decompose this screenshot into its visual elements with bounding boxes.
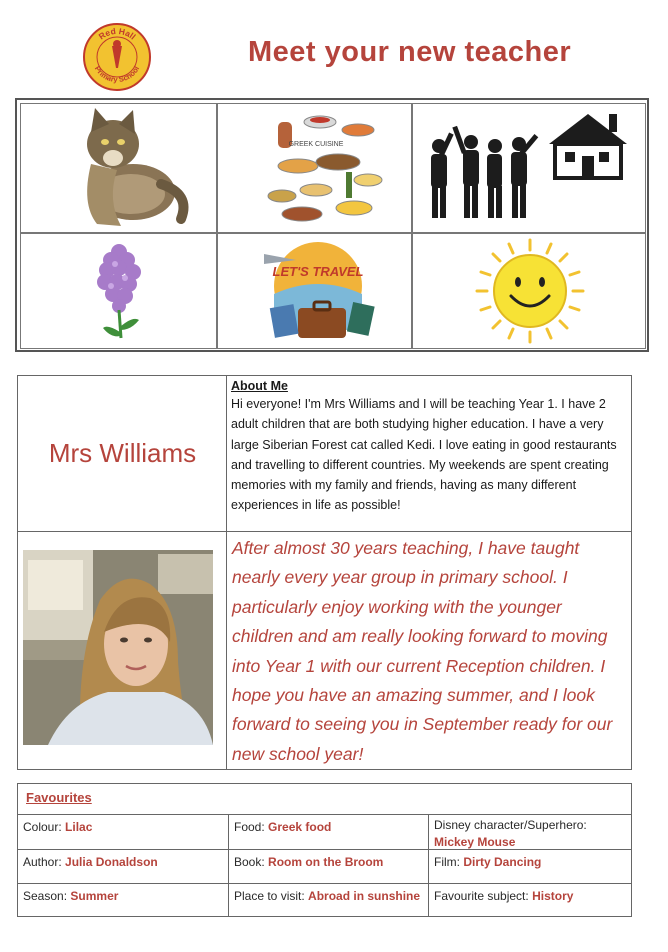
- favourite-film-label: Film:: [434, 855, 460, 869]
- favourite-subject-value: History: [532, 889, 574, 903]
- favourite-book: [229, 850, 428, 883]
- favourite-book-value: Room on the Broom: [268, 855, 384, 869]
- teacher-name: Mrs Williams: [48, 438, 197, 468]
- about-me-text: Hi everyone! I'm Mrs Williams and I will be teaching Year 1. I have 2 adult children that are both studying higher education. I have a very large Siberian Forest cat called Kedi. I love eating in good restaurants and travelling to different countries. My weekends are spent creating memories with my family and friends, having as many different experiences in life as possible!: [231, 397, 617, 513]
- travel-icon: [218, 234, 412, 349]
- favourite-disney-value: Mickey Mouse: [434, 835, 516, 849]
- school-logo: [82, 22, 152, 92]
- favourite-colour-value: Lilac: [65, 820, 93, 834]
- favourite-author-label: Author:: [23, 855, 62, 869]
- favourite-food-label: Food:: [234, 820, 265, 834]
- favourite-subject-label: Favourite subject:: [434, 889, 529, 903]
- about-section: [17, 375, 632, 770]
- favourite-place: [229, 884, 428, 916]
- favourite-disney-label: Disney character/Superhero:: [434, 818, 587, 832]
- grid-cell-cat: [20, 103, 217, 233]
- teacher-quote-cell: [227, 532, 631, 769]
- logo-text-bottom: Primary School: [92, 64, 142, 85]
- family-house-icon: [413, 104, 646, 233]
- favourite-season: [18, 884, 228, 916]
- favourite-season-label: Season:: [23, 889, 68, 903]
- favourites-heading-row: [18, 784, 631, 815]
- favourite-place-label: Place to visit:: [234, 889, 305, 903]
- favourites-table: [17, 783, 632, 917]
- greek-food-icon: [218, 104, 412, 233]
- favourite-disney-character: [429, 815, 631, 849]
- favourite-film: [429, 850, 631, 883]
- favourite-author: [18, 850, 228, 883]
- teacher-name-cell: [18, 376, 227, 532]
- favourite-colour: [18, 815, 228, 849]
- favourite-film-value: Dirty Dancing: [463, 855, 542, 869]
- favourite-author-value: Julia Donaldson: [65, 855, 158, 869]
- favourite-book-label: Book:: [234, 855, 265, 869]
- page-title: Meet your new teacher: [248, 36, 572, 68]
- greek-cuisine-caption: GREEK CUISINE: [288, 141, 344, 148]
- teacher-quote: After almost 30 years teaching, I have taught nearly every year group in primary school. I particularly enjoy working with the younger children and am really looking forward to moving into Year 1 with our current Reception children. I hope you have an amazing summer, and I look forward to seeing you in September ready for our new school year!: [232, 538, 613, 764]
- favourite-subject: [429, 884, 631, 916]
- about-me-cell: [227, 376, 631, 532]
- favourite-colour-label: Colour:: [23, 820, 62, 834]
- favourite-food-value: Greek food: [268, 820, 332, 834]
- teacher-photo-cell: [18, 532, 227, 769]
- favourite-food: [229, 815, 428, 849]
- grid-cell-greek-food: [217, 103, 412, 233]
- lets-travel-caption: LET'S TRAVEL: [272, 264, 364, 279]
- grid-cell-family-house: [412, 103, 646, 233]
- sun-icon: [413, 234, 646, 349]
- teacher-photo: [18, 532, 226, 769]
- logo-text-top: Red Hall: [96, 25, 138, 42]
- lilac-flower-icon: [21, 234, 217, 349]
- cat-icon: [21, 104, 217, 233]
- favourites-heading: Favourites: [26, 790, 92, 805]
- grid-cell-lilac: [20, 233, 217, 349]
- grid-cell-sun: [412, 233, 646, 349]
- grid-cell-travel: [217, 233, 412, 349]
- picture-grid: [15, 98, 649, 352]
- about-me-heading: About Me: [231, 379, 288, 393]
- favourite-place-value: Abroad in sunshine: [308, 889, 421, 903]
- favourite-season-value: Summer: [70, 889, 119, 903]
